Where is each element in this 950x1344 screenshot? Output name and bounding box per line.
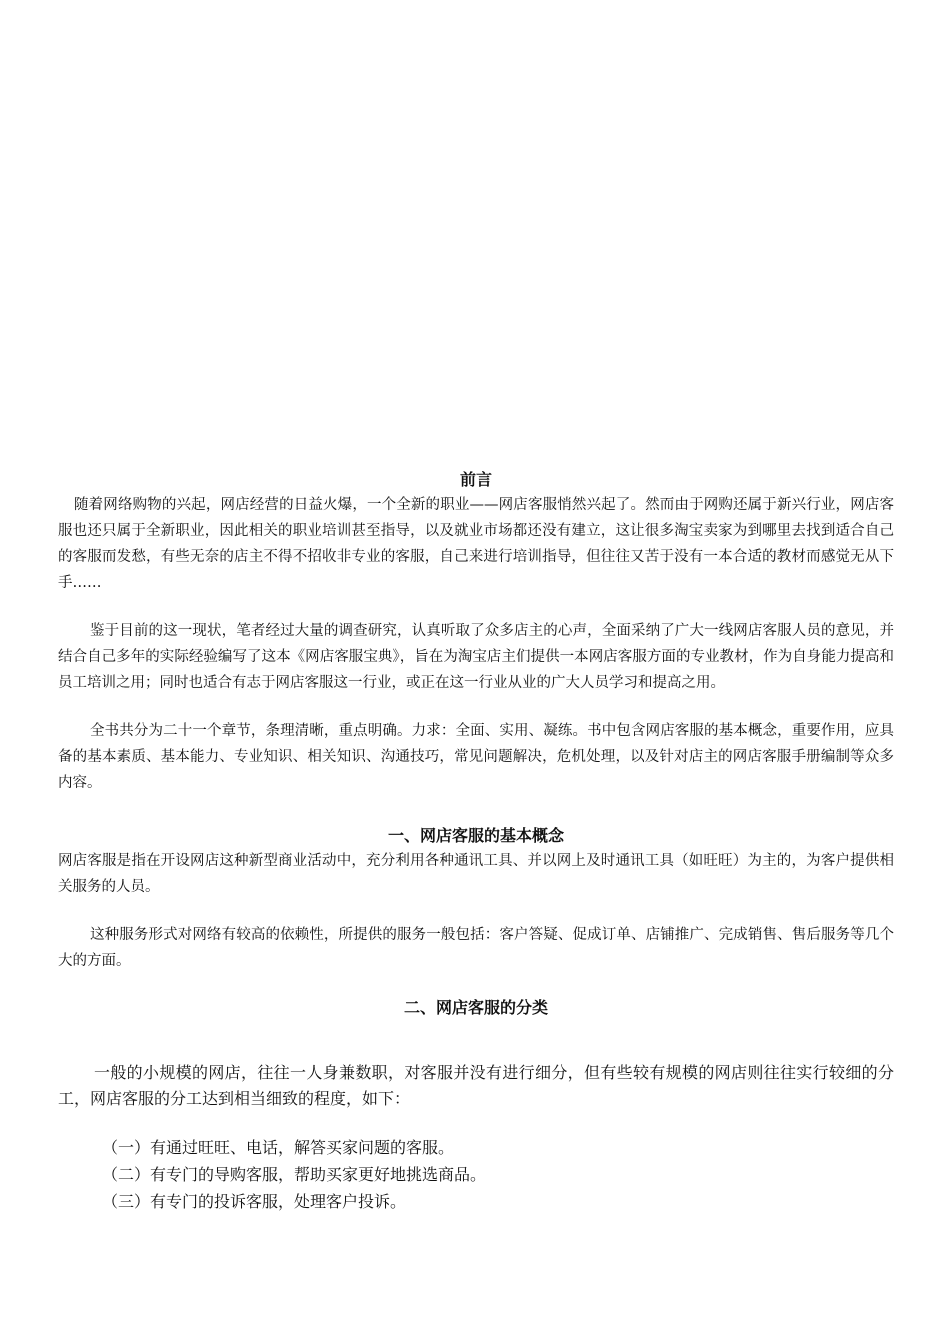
preface-title: 前言 [459,470,492,489]
list-item: （三）有专门的投诉客服，处理客户投诉。 [102,1192,407,1211]
preface-paragraph-3: 全书共分为二十一个章节，条理清晰，重点明确。力求：全面、实用、凝练。书中包含网店客服的基本概念，重要作用，应具备的基本素质、基本能力、专业知识、相关知识、沟通技巧，常见问题解决，危机处理，以及针对店主的网店客服手册编制等众多内容。 [58,723,894,791]
preface-paragraph-1: 随着网络购物的兴起，网店经营的日益火爆，一个全新的职业——网店客服悄然兴起了。然而由于网购还属于新兴行业，网店客服也还只属于全新职业，因此相关的职业培训甚至指导，以及就业市场都还没有建立，这让很多淘宝卖家为到哪里去找到适合自己的客服而发愁，有些无奈的店主不得不招收非专业的客服，自己来进行培训指导，但往往又苦于没有一本合适的教材而感觉无从下手…… [58,497,894,591]
section1-paragraph-1: 网店客服是指在开设网店这种新型商业活动中，充分利用各种通讯工具、并以网上及时通讯工具（如旺旺）为主的，为客户提供相关服务的人员。 [58,853,894,895]
section2-title: 二、网店客服的分类 [403,998,548,1017]
classification-list [58,1134,894,1215]
preface-paragraph-2: 鉴于目前的这一现状，笔者经过大量的调查研究，认真听取了众多店主的心声，全面采纳了广大一线网店客服人员的意见，并结合自己多年的实际经验编写了这本《网店客服宝典》，旨在为淘宝店主们提供一本网店客服方面的专业教材，作为自身能力提高和员工培训之用；同时也适合有志于网店客服这一行业，或正在这一行业从业的广大人员学习和提高之用。 [58,623,894,691]
section2-paragraph: 一般的小规模的网店，往往一人身兼数职，对客服并没有进行细分，但有些较有规模的网店则往往实行较细的分工，网店客服的分工达到相当细致的程度，如下： [58,1063,894,1108]
section1-paragraph-2: 这种服务形式对网络有较高的依赖性，所提供的服务一般包括：客户答疑、促成订单、店铺推广、完成销售、售后服务等几个大的方面。 [58,927,894,969]
document-body [58,468,894,1215]
list-item: （一）有通过旺旺、电话，解答买家问题的客服。 [102,1138,455,1157]
section1-title: 一、网店客服的基本概念 [387,826,564,845]
list-item: （二）有专门的导购客服，帮助买家更好地挑选商品。 [102,1165,487,1184]
